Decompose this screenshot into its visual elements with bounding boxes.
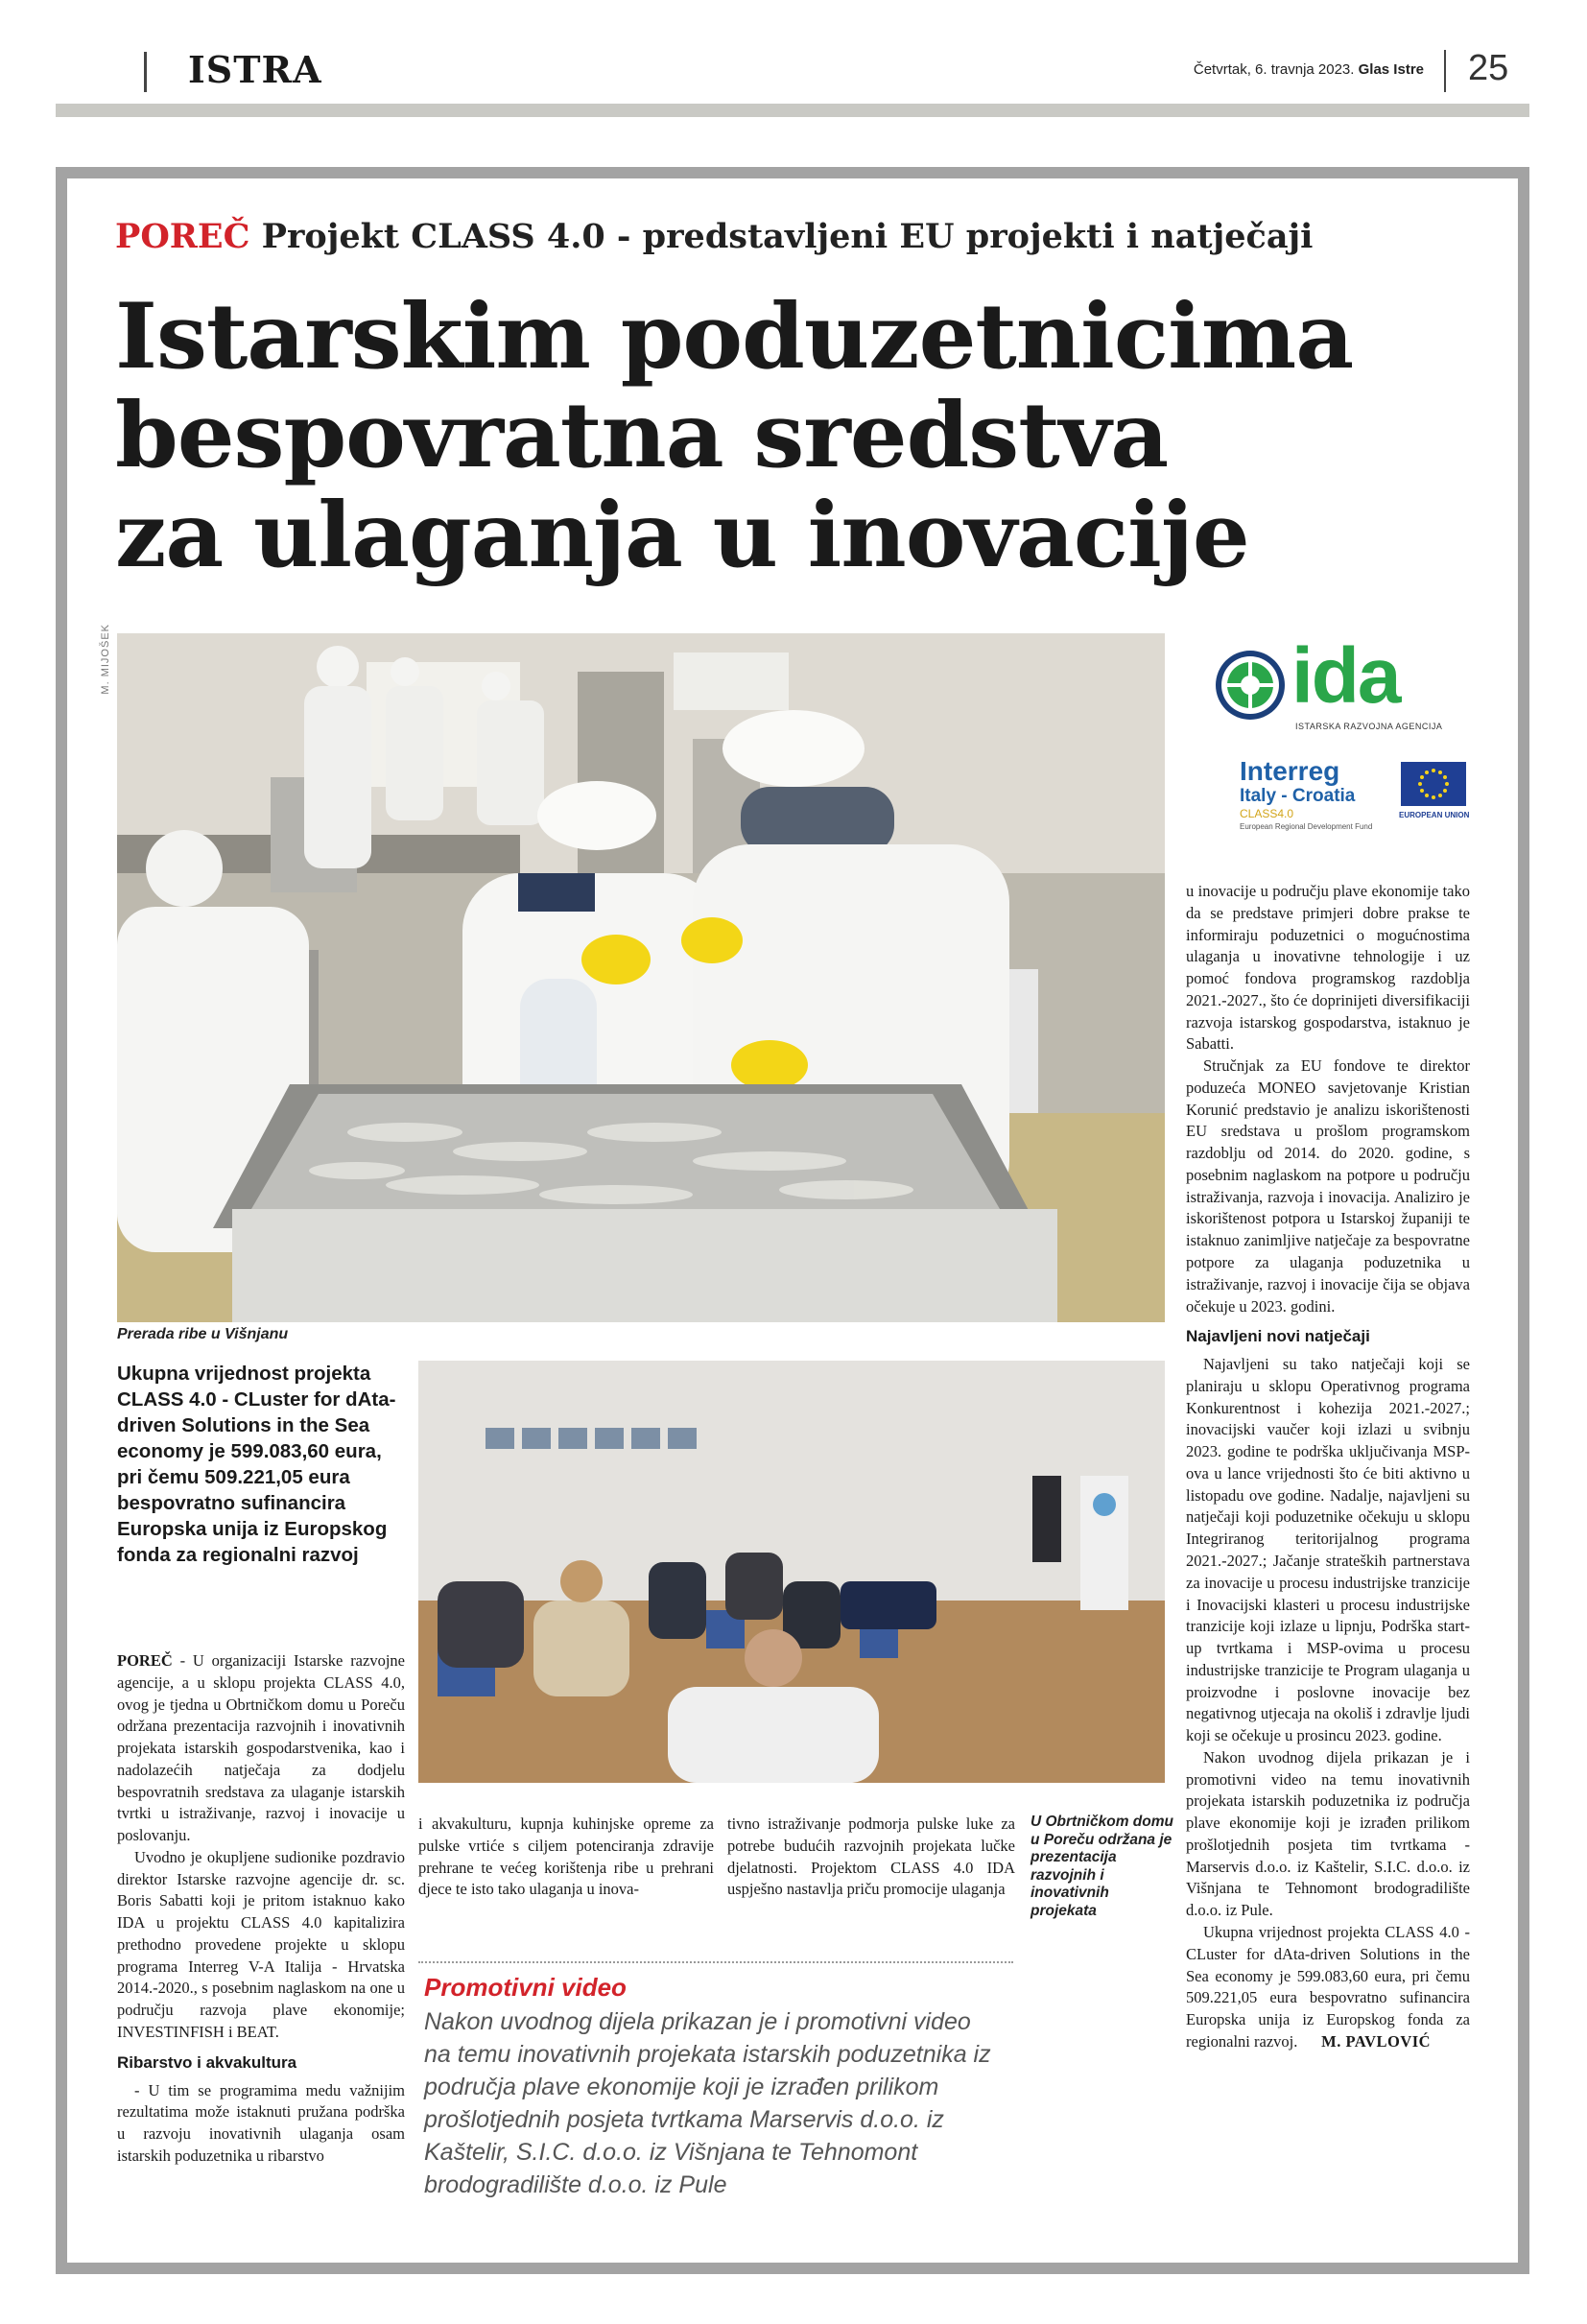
paragraph: - U tim se programima medu važnijim rezultatima može istaknuti pružana podrška u razvoju inovativnih ulaganja osam istarskih poduzetnika u ribarstvo [117, 2080, 405, 2165]
interreg-logo [1201, 758, 1470, 854]
issue-info [1194, 61, 1424, 78]
photo-caption: U Obrtničkom domu u Poreču održana je prezentacija razvojnih i inovativnih projekata [1030, 1814, 1173, 1919]
interreg-name: Interreg [1240, 756, 1340, 786]
ida-subtitle: ISTARSKA RAZVOJNA AGENCIJA [1295, 722, 1443, 731]
photo-presentation [418, 1361, 1165, 1783]
paragraph: u inovacije u području plave ekonomije tako da se predstave primjeri dobre prakse te informiraju poduzetnici o mogućnostima ulaganja u inovativne tehnologije i uz pomoć fondova programskog razdoblja 2021.-2027., što će doprinijeti diversifikaciji razvoja istarskog gospodarstva, istaknuo je Sabatti. [1186, 882, 1470, 1054]
header-rule [56, 104, 1529, 117]
page-number: 25 [1468, 48, 1509, 88]
pullquote-text: Nakon uvodnog dijela prikazan je i promotivni video na temu inovativnih projekata istarskih poduzetnika iz područja plave ekonomije koji je izrađen prilikom prošlotjednih posjeta tvrtkama Marservis d.o.o. iz Kaštelir, S.I.C. d.o.o. iz Višnjana te Tehnomont brodogradilište d.o.o. iz Pule [424, 2008, 991, 2198]
section-name: ISTRA [188, 48, 322, 91]
paragraph: tivno istraživanje podmorja pulske luke za potrebe budućih razvojnih projekata lučke djelatnosti. Projektom CLASS 4.0 IDA uspješno nastavlja priču promocije ulaganja [727, 1814, 1015, 1899]
pullquote-title: Promotivni video [424, 1973, 627, 2002]
header-bar [144, 52, 147, 92]
author-signature: M. PAVLOVIĆ [1321, 2031, 1432, 2051]
subheading: Najavljeni novi natječaji [1186, 1327, 1370, 1346]
lead-text: Ukupna vrijednost projekta CLASS 4.0 - CLuster for dAta-driven Solutions in the Sea economy je 599.083,60 eura, pri čemu 509.221,05 eura bespovratno sufinancira Europska unija iz Europskog fonda za regionalni razvoj [117, 1363, 396, 1567]
ida-name: ida [1291, 632, 1400, 720]
paper-name: Glas Istre [1358, 61, 1424, 78]
photo-caption: Prerada ribe u Višnjanu [117, 1326, 289, 1342]
photo-fish-processing [117, 633, 1165, 1322]
interreg-program: Italy - Croatia [1240, 786, 1356, 806]
body-column [418, 1814, 714, 1901]
eu-label: EUROPEAN UNION [1399, 811, 1470, 819]
paragraph: Uvodno je okupljene sudionike pozdravio direktor Istarske razvojne agencije dr. sc. Boris Sabatti koji je pritom istaknuo kako IDA u projektu CLASS 4.0 kapitalizira prethodno provedene projekte u sklopu programa Interreg V-A Italija - Hrvatska 2014.-2020., s posebnim naglaskom na one u području razvoja plave ekonomije; INVESTINFISH i BEAT. [117, 1847, 405, 2042]
dateline: POREČ [117, 1651, 173, 1670]
body-column [1186, 881, 1470, 2053]
photo-fish-processing-illustration [117, 633, 1165, 1322]
kicker-text: Projekt CLASS 4.0 - predstavljeni EU projekti i natječaji [261, 217, 1314, 256]
headline [115, 284, 1362, 588]
subheading: Ribarstvo i akvakultura [117, 2052, 297, 2072]
headline-line: Istarskim poduzetnicima [115, 284, 1354, 390]
interreg-project: CLASS4.0 [1240, 807, 1294, 820]
ida-logo [1207, 632, 1457, 741]
body-column [117, 1650, 405, 2168]
paragraph: Stručnjak za EU fondove te direktor poduzeća MONEO savjetovanje Kristian Korunić predstavio je analizu iskorištenosti EU sredstava u prošlom programskom razdoblju od 2014. do 2020. godine, s posebnim naglaskom na potpore u području istraživanja, razvoja i inovacija. Analiziro je iskorištenost potpora u Istarskoj županiji te istaknuo zanimljive natječaje za bespovratne potpore za ulaganja poduzetnika u istraživanje, razvoj i inovacije čija se objava očekuje u 2023. godini. [1186, 1056, 1470, 1316]
photo-credit: M. MIJOŠEK [100, 624, 111, 695]
pullquote-rule [418, 1961, 1013, 1963]
headline-line: bespovratna sredstva [115, 383, 1169, 489]
paragraph [117, 1650, 405, 1847]
paragraph: i akvakulturu, kupnja kuhinjske opreme za pulske vrtiće s ciljem potenciranja zdravije prehrane te većeg korištenja ribe u prehrani djece te isto tako ulaganja u inova- [418, 1814, 714, 1899]
interreg-fund: European Regional Development Fund [1240, 822, 1373, 831]
kicker [115, 217, 1313, 256]
body-column [727, 1814, 1015, 1901]
eu-flag-icon [1401, 762, 1466, 806]
issue-date: Četvrtak, 6. travnja 2023. [1193, 61, 1355, 78]
kicker-place: POREČ [115, 217, 250, 256]
paragraph-text: Ukupna vrijednost projekta CLASS 4.0 - CLuster for dAta-driven Solutions in the Sea economy je 599.083,60 eura, pri čemu 509.221,05 eura bespovratno sufinancira Europska unija iz Europskog fonda za regionalni razvoj. [1186, 1923, 1470, 2051]
header-separator [1444, 50, 1446, 92]
headline-line: za ulaganja u inovacije [115, 482, 1249, 588]
paragraph: Najavljeni su tako natječaji koji se planiraju u sklopu Operativnog programa Konkurentnost i kohezija 2021.-2027.; inovacijski vaučer koji izlazi u svibnju 2023. godine te podrška uključivanja MSP-ova u lance vrijednosti što će biti aktivno u listopadu ove godine. Nadalje, najavljeni su natječaji koji poduzetnike očekuju u sklopu Integriranog teritorijalnog programa 2021.-2027.; Jačanje strateških partnerstava za inovacije u procesu industrijske tranzicije i Inovacijski klasteri u procesu industrijske tranzicije koji izlaze u lipnju, Podrška start-up tvrtkama i MSP-ovima u procesu industrijske tranzicije te Program ulaganja u proizvodne i poslovne inovacije bez negativnog utjecaja na okoliš i zdravlje ljudi koji se očekuje u prosincu 2023. godine. [1186, 1355, 1470, 1745]
paragraph: Nakon uvodnog dijela prikazan je i promotivni video na temu inovativnih projekata istarskih poduzetnika iz područja plave ekonomije koji je izrađen prilikom prošlotjednih posjeta tim tvrtkama - Marservis d.o.o. iz Kaštelir, S.I.C. d.o.o. iz Višnjana te Tehnomont brodogradilište d.o.o. iz Pule. [1186, 1747, 1470, 1920]
photo-presentation-illustration [418, 1361, 1165, 1783]
paragraph [1186, 1922, 1470, 2053]
paragraph-text: - U organizaciji Istarske razvojne agencije, a u sklopu projekta CLASS 4.0, ovog je tjedna u Obrtničkom domu u Poreču održana prezentacija razvojnih i inovativnih projekata istarskih gospodarstvenika, kao i nadolazećih natječaja za dodjelu bespovratnih sredstava za ulaganje istarskih tvrtki u istraživanje, razvoj i inovacije u poslovanju. [117, 1651, 405, 1845]
